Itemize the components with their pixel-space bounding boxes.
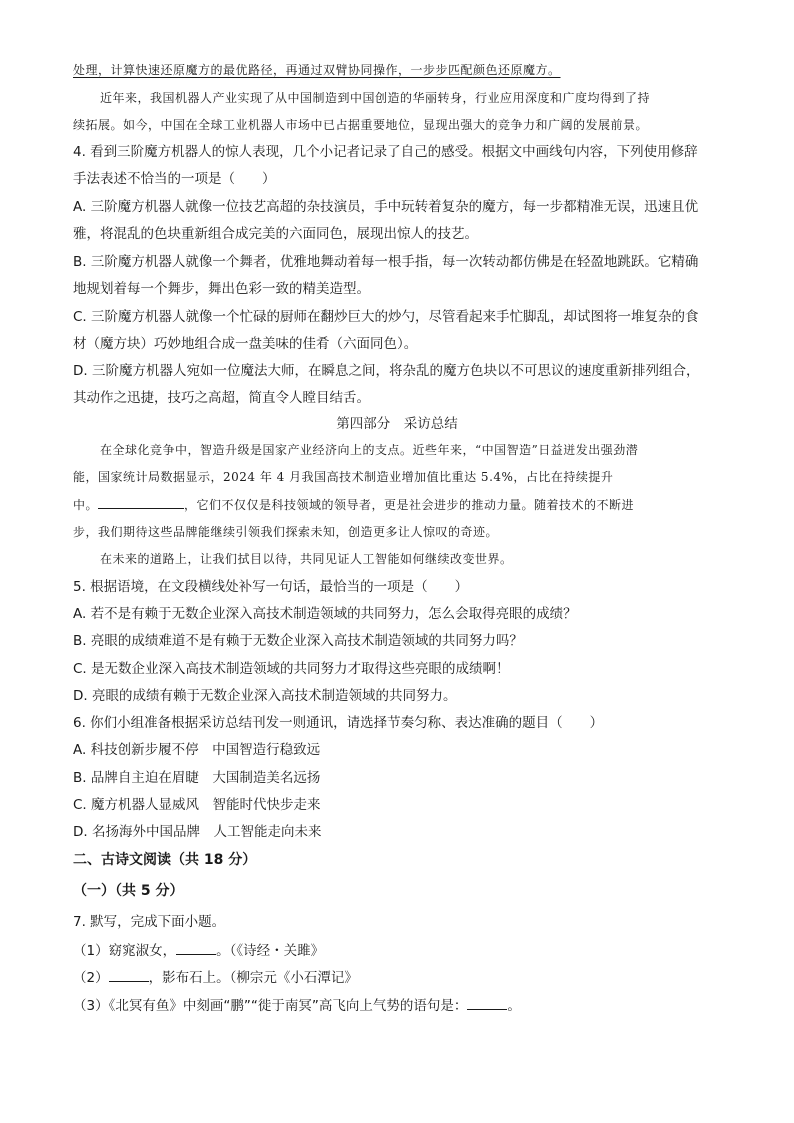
answer-blank[interactable] <box>98 494 184 509</box>
question-7-1 <box>73 940 723 961</box>
option-a: A. 科技创新步履不停 中国智造行稳致远 <box>73 742 321 758</box>
question-7-2 <box>73 967 723 988</box>
option-c: C. 魔方机器人显威风 智能时代快步走来 <box>73 797 321 813</box>
passage-line-underlined: 处理，计算快速还原魔方的最优路径，再通过双臂协同操作，一步步匹配颜色还原魔方。 <box>73 63 561 77</box>
option-d: D. 名扬海外中国品牌 人工智能走向未来 <box>73 824 322 840</box>
subsection-heading: （一）（共 5 分） <box>73 883 184 899</box>
option-a: A. 若不是有赖于无数企业深入高技术制造领域的共同努力，怎么会取得亮眼的成绩？ <box>73 606 577 622</box>
question-text: 。（《诗经・关雎》 <box>216 943 325 959</box>
question-text: 。 <box>507 998 521 1014</box>
question-text: （2） <box>73 970 109 986</box>
option-d: D. 亮眼的成绩有赖于无数企业深入高技术制造领域的共同努力。 <box>73 688 457 704</box>
question-4-stem: 4. 看到三阶魔方机器人的惊人表现，几个小记者记录了自己的感受。根据文中画线句内容，下列使用修辞 <box>73 144 698 160</box>
option-a: 雅，将混乱的色块重新组合成完美的六面同色，展现出惊人的技艺。 <box>73 226 478 242</box>
passage-line: 续拓展。如今，中国在全球工业机器人市场中已占据重要地位，显现出强大的竞争力和广阔的发展前景。 <box>73 118 649 132</box>
option-a: A. 三阶魔方机器人就像一位技艺高超的杂技演员，手中玩转着复杂的魔方，每一步都精准无误，迅速且优 <box>73 199 699 215</box>
question-text: （1）窈窕淑女， <box>73 943 177 959</box>
passage-line: 在全球化竞争中，智造升级是国家产业经济向上的支点。近些年来，“中国智造”日益迸发出强劲潜 <box>100 443 639 457</box>
question-7-3 <box>73 995 723 1016</box>
option-b: B. 三阶魔方机器人就像一个舞者，优雅地舞动着每一根手指，每一次转动都仿佛是在轻盈地跳跃。它精确 <box>73 254 699 270</box>
option-c: C. 三阶魔方机器人就像一个忙碌的厨师在翻炒巨大的炒勺，尽管看起来手忙脚乱，却试图将一堆复杂的食 <box>73 309 699 325</box>
option-b: B. 品牌自主迫在眉睫 大国制造美名远扬 <box>73 770 321 786</box>
answer-blank[interactable] <box>467 995 507 1010</box>
question-4-stem: 手法表述不恰当的一项是（ ） <box>73 171 276 187</box>
question-5-stem: 5. 根据语境，在文段横线处补写一句话，最恰当的一项是（ ） <box>73 579 469 595</box>
option-b: B. 亮眼的成绩难道不是有赖于无数企业深入高技术制造领域的共同努力吗？ <box>73 633 523 649</box>
answer-blank[interactable] <box>109 967 149 982</box>
question-7-stem: 7. 默写，完成下面小题。 <box>73 914 226 930</box>
passage-line: 近年来，我国机器人产业实现了从中国制造到中国创造的华丽转身，行业应用深度和广度均得到了持 <box>100 91 651 105</box>
question-text: ，影布石上。（柳宗元《小石潭记》 <box>148 970 358 986</box>
passage-text: ，它们不仅仅是科技领域的领导者，更是社会进步的推动力量。随着技术的不断进 <box>184 498 635 512</box>
option-b: 地规划着每一个舞步，舞出色彩一致的精美造型。 <box>73 281 370 297</box>
section-heading: 第四部分 采访总结 <box>336 416 458 432</box>
option-d: D. 三阶魔方机器人宛如一位魔法大师，在瞬息之间，将杂乱的魔方色块以不可思议的速度重新排列组合， <box>73 363 700 379</box>
answer-blank[interactable] <box>176 940 216 955</box>
section-2-heading: 二、古诗文阅读（共 18 分） <box>73 852 257 868</box>
passage-text: 中。 <box>73 498 99 512</box>
option-c: C. 是无数企业深入高技术制造领域的共同努力才取得这些亮眼的成绩啊！ <box>73 661 510 677</box>
question-6-stem: 6. 你们小组准备根据采访总结刊发一则通讯，请选择节奏匀称、表达准确的题目（ ） <box>73 715 604 731</box>
passage-line: 在未来的道路上，让我们拭目以待，共同见证人工智能如何继续改变世界。 <box>100 552 513 566</box>
passage-line-with-blank <box>73 494 723 515</box>
passage-line: 能，国家统计局数据显示，2024 年 4 月我国高技术制造业增加值比重达 5.4%，占比在持续提升 <box>73 470 614 484</box>
passage-line: 步，我们期待这些品牌能继续引领我们探索未知，创造更多让人惊叹的奇迹。 <box>73 525 499 539</box>
option-d: 其动作之迅捷，技巧之高超，简直令人瞠目结舌。 <box>73 390 370 406</box>
option-c: 材（魔方块）巧妙地组合成一盘美味的佳肴（六面同色）。 <box>73 336 418 352</box>
question-text: （3）《北冥有鱼》中刻画“鹏”“徙于南冥”高飞向上气势的语句是： <box>73 998 468 1014</box>
